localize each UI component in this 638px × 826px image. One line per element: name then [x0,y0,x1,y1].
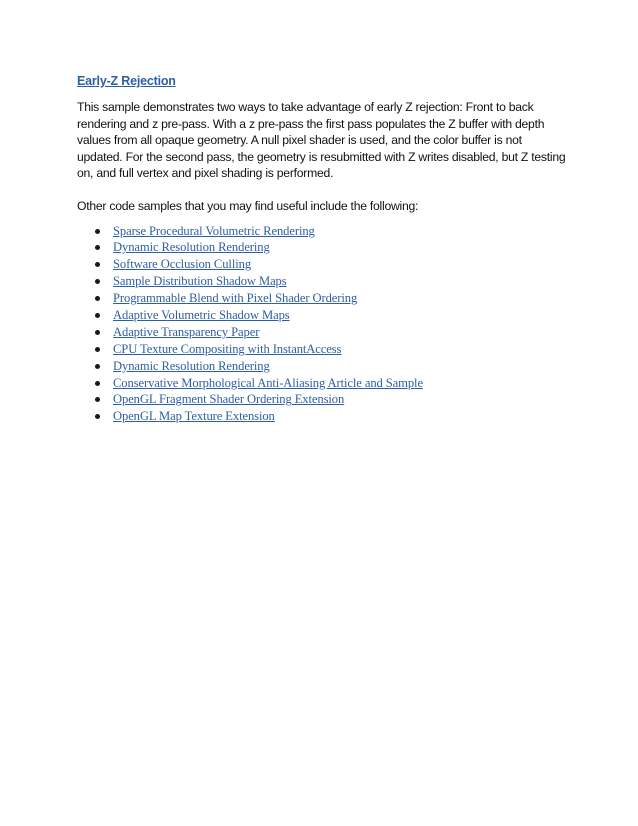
related-link[interactable]: Software Occlusion Culling [113,257,252,272]
intro-paragraph: This sample demonstrates two ways to take advantage of early Z rejection: Front to back rendering and z pre-pass. With a z pre-pass the first pass populates the Z buffer with depth values from all opaque geometry. A null pixel shader is used, and the color buffer is not updated. For the second pass, the geometry is resubmitted with Z writes disabled, but Z testing on, and full vertex and pixel shading is performed. [77,100,566,181]
list-item [95,256,567,273]
bullet-icon [95,229,100,234]
bullet-icon [95,313,100,318]
list-item [95,324,567,341]
related-link[interactable]: Sample Distribution Shadow Maps [113,274,287,289]
list-item [95,273,567,290]
related-link[interactable]: Adaptive Volumetric Shadow Maps [113,308,290,323]
list-item [95,375,567,392]
bullet-icon [95,381,100,386]
related-link[interactable]: OpenGL Map Texture Extension [113,409,275,424]
related-link[interactable]: Programmable Blend with Pixel Shader Ordering [113,291,358,306]
section-title-link[interactable]: Early-Z Rejection [77,74,176,88]
list-item [95,223,567,240]
bullet-icon [95,397,100,402]
related-samples-list [77,223,567,426]
related-link[interactable]: OpenGL Fragment Shader Ordering Extension [113,392,345,407]
list-item [95,408,567,425]
related-link[interactable]: Sparse Procedural Volumetric Rendering [113,223,315,238]
bullet-icon [95,330,100,335]
bullet-icon [95,347,100,352]
list-item [95,341,567,358]
bullet-icon [95,296,100,301]
related-link[interactable]: CPU Texture Compositing with InstantAccess [113,341,342,356]
list-item [95,391,567,408]
related-link[interactable]: Dynamic Resolution Rendering [113,240,270,255]
related-link[interactable]: Dynamic Resolution Rendering [113,358,270,373]
document-page [77,72,567,425]
bullet-icon [95,245,100,250]
bullet-icon [95,414,100,419]
list-item [95,239,567,256]
list-item [95,307,567,324]
list-item [95,290,567,307]
bullet-icon [95,262,100,267]
bullet-icon [95,364,100,369]
list-item [95,358,567,375]
bullet-icon [95,279,100,284]
related-samples-lead: Other code samples that you may find useful include the following: [77,198,419,213]
related-link[interactable]: Adaptive Transparency Paper [113,324,260,339]
related-link[interactable]: Conservative Morphological Anti-Aliasing Article and Sample [113,375,423,390]
